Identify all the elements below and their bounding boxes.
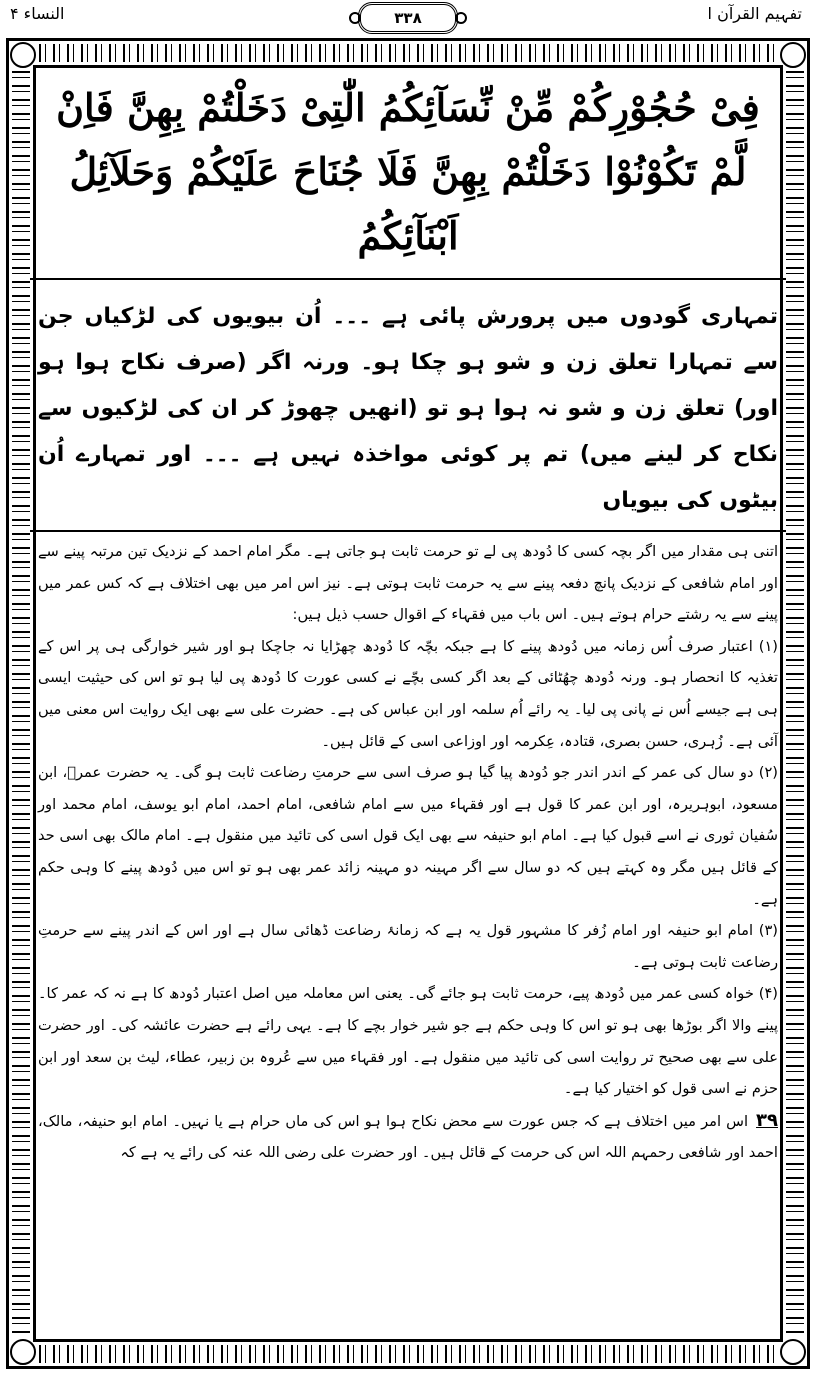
- border-pattern-right: [786, 71, 804, 1336]
- commentary-paragraph: اتنی ہی مقدار میں اگر بچہ کسی کا دُودھ پی لے تو حرمت ثابت ہو جاتی ہے۔ مگر امام احمد کے نزدیک تین مرتبہ پینے سے اور امام شافعی کے نزدیک پانچ دفعہ پینے سے یہ حرمت ثابت ہوتی ہے۔ نیز اس امر میں بھی اختلاف ہے کہ کس عمر میں پینے سے یہ رشتے حرام ہوتے ہیں۔ اس باب میں فقہاء کے اقوال حسب ذیل ہیں:: [38, 543, 778, 624]
- commentary-paragraph: (۲) دو سال کی عمر کے اندر اندر جو دُودھ پیا گیا ہو صرف اسی سے حرمتِ رضاعت ثابت ہو گی۔ یہ حضرت عمرؓ، ابن مسعود، ابوہریرہ، اور ابن عمر کا قول ہے اور فقہاء میں سے امام شافعی، امام احمد، امام ابو یوسف، امام محمد اور سُفیان ثوری نے اسے قبول کیا ہے۔ امام ابو حنیفہ سے بھی ایک قول اسی کی تائید میں منقول ہے۔ امام مالک بھی اسی حد کے قائل ہیں مگر وہ کہتے ہیں کہ دو سال سے اگر مہینہ دو مہینہ زائد عمر بھی ہو تو اس میں دُودھ پینے کا وہی حکم ہے۔: [38, 764, 778, 908]
- commentary-paragraph: (۳) امام ابو حنیفہ اور امام زُفر کا مشہور قول یہ ہے کہ زمانۂ رضاعت ڈھائی سال ہے اور اس کے اندر پینے سے حرمتِ رضاعت ثابت ہوتی ہے۔: [38, 922, 778, 971]
- page-number: ۳۳۸: [394, 9, 422, 27]
- commentary-paragraph: (۱) اعتبار صرف اُس زمانہ میں دُودھ پینے کا ہے جبکہ بچّہ کا دُودھ چھڑایا نہ جاچکا ہو اور شیر خوارگی ہی پر اس کے تغذیہ کا انحصار ہو۔ ورنہ دُودھ چھُٹائی کے بعد اگر کسی بچّے نے کسی عورت کا دُودھ پی لیا ہو تو اس کی حیثیت ایسی ہی ہے جیسے اُس نے پانی پی لیا۔ یہ رائے اُم سلمہ اور ابن عباس کی ہے۔ حضرت علی سے بھی ایک روایت اس معنی میں آئی ہے۔ زُہری، حسن بصری، قتادہ، عِکرمہ اور اوزاعی اسی کے قائل ہیں۔: [38, 637, 778, 750]
- ayah-divider: [30, 278, 786, 280]
- translation-divider: [30, 530, 786, 532]
- border-corner-ornament: [10, 1339, 36, 1365]
- footnote-text: اس امر میں اختلاف ہے کہ جس عورت سے محض نکاح ہوا ہو اس کی ماں حرام ہے یا نہیں۔ امام ابو حنیفہ، مالک، احمد اور شافعی رحمہم اللہ اس کی حرمت کے قائل ہیں۔ اور حضرت علی رضی اللہ عنہ کی رائے یہ ہے کہ: [38, 1112, 778, 1162]
- urdu-translation: تمہاری گودوں میں پرورش پائی ہے ۔۔۔ اُن بیویوں کی لڑکیاں جن سے تمہارا تعلق زن و شو ہو چکا ہو۔ ورنہ اگر (صرف نکاح ہوا ہو اور) تعلق زن و شو نہ ہوا ہو تو (انھیں چھوڑ کر ان کی لڑکیوں سے نکاح کر لینے میں) تم پر کوئی مواخذہ نہیں ہے ۔۔۔ اور تمہارے اُن بیٹوں کی بیویاں: [38, 304, 778, 513]
- footnote-number: ۳۹: [756, 1109, 778, 1131]
- commentary: [38, 536, 778, 1169]
- page-number-badge: [358, 2, 458, 34]
- border-pattern-left: [12, 71, 30, 1336]
- border-corner-ornament: [780, 1339, 806, 1365]
- border-pattern-bottom: [39, 1345, 777, 1363]
- page-header: [0, 0, 816, 34]
- footnote-39: [38, 1105, 778, 1169]
- page-body: [30, 62, 786, 1169]
- border-pattern-top: [39, 44, 777, 62]
- surah-name: النساء ۴: [10, 4, 65, 23]
- book-title: تفہیم القرآن ا: [707, 4, 802, 23]
- quran-ayah-text: فِیْ حُجُوْرِكُمْ مِّنْ نِّسَآئِكُمُ الّٰتِیْ دَخَلْتُمْ بِهِنَّ فَاِنْ لَّمْ تَكُوْنُوْا دَخَلْتُمْ بِهِنَّ فَلَا جُنَاحَ عَلَیْكُمْ وَحَلَآئِلُ اَبْنَآئِكُمُ: [56, 85, 760, 258]
- commentary-paragraph: (۴) خواہ کسی عمر میں دُودھ پیے، حرمت ثابت ہو جائے گی۔ یعنی اس معاملہ میں اصل اعتبار دُودھ کا ہے نہ کہ عمر کا۔ پینے والا اگر بوڑھا بھی ہو تو اس کا وہی حکم ہے جو شیر خوار بچے کا ہے۔ یہی رائے ہے حضرت عائشہ کی۔ اور حضرت علی سے بھی صحیح تر روایت اسی کی تائید میں منقول ہے۔ اور فقہاء میں سے عُروہ بن زبیر، عطاء، لیث بن سعد اور ابن حزم نے اسی قول کو اختیار کیا ہے۔: [38, 985, 778, 1098]
